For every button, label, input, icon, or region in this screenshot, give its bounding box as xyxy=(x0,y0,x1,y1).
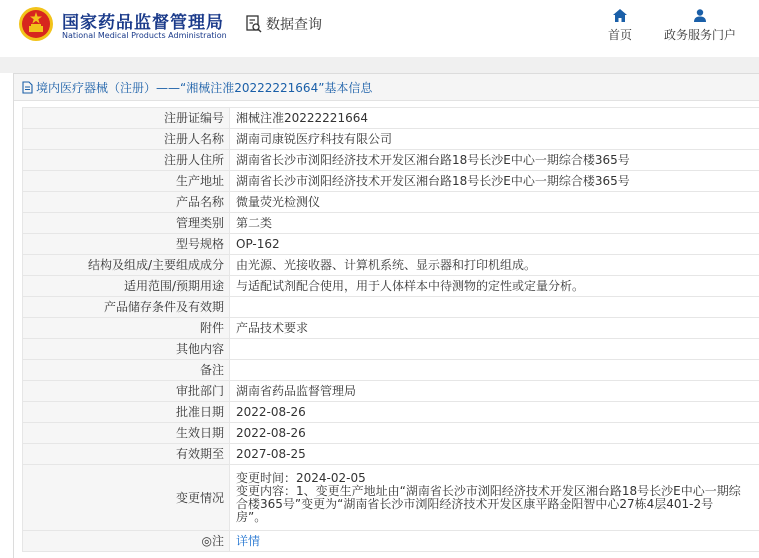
table-row xyxy=(23,423,759,444)
table-row xyxy=(23,129,759,150)
data-query-label: 数据查询 xyxy=(266,14,322,34)
field-value: 第二类 xyxy=(230,213,759,234)
details-link[interactable]: 详情 xyxy=(236,534,260,548)
field-value: 2027-08-25 xyxy=(230,444,759,465)
field-label: 结构及组成/主要组成成分 xyxy=(23,255,230,276)
field-label: 适用范围/预期用途 xyxy=(23,276,230,297)
table-row xyxy=(23,108,759,129)
field-value: 2022-08-26 xyxy=(230,402,759,423)
field-value: 微量荧光检测仪 xyxy=(230,192,759,213)
national-emblem-icon xyxy=(18,6,54,42)
field-label xyxy=(23,531,230,552)
field-label: 产品名称 xyxy=(23,192,230,213)
field-label: 其他内容 xyxy=(23,339,230,360)
change-history-row xyxy=(23,465,759,531)
nav-service-portal[interactable] xyxy=(664,9,736,43)
table-row xyxy=(23,381,759,402)
user-icon xyxy=(693,9,707,22)
note-label: 注 xyxy=(212,534,224,548)
field-label: 生产地址 xyxy=(23,171,230,192)
field-label: 产品储存条件及有效期 xyxy=(23,297,230,318)
field-value xyxy=(230,531,759,552)
table-row xyxy=(23,318,759,339)
detail-panel xyxy=(13,73,759,558)
data-query-nav[interactable] xyxy=(246,14,322,34)
change-content-line: 合楼365号”变更为“湖南省长沙市浏阳经济技术开发区康平路金阳智中心27栋4层401-2号 xyxy=(236,498,753,511)
nav-service-portal-label: 政务服务门户 xyxy=(664,28,736,42)
table-row xyxy=(23,360,759,381)
table-row xyxy=(23,339,759,360)
field-value xyxy=(230,360,759,381)
change-content-line: 房”。 xyxy=(236,511,753,524)
field-label: 附件 xyxy=(23,318,230,339)
header-divider-band xyxy=(0,57,759,73)
field-value: 2022-08-26 xyxy=(230,423,759,444)
table-row xyxy=(23,192,759,213)
table-row xyxy=(23,171,759,192)
search-document-icon xyxy=(246,15,262,33)
field-value xyxy=(230,339,759,360)
field-label: 备注 xyxy=(23,360,230,381)
field-label: 批准日期 xyxy=(23,402,230,423)
table-row xyxy=(23,234,759,255)
field-label: 变更情况 xyxy=(23,465,230,531)
field-label: 注册证编号 xyxy=(23,108,230,129)
change-content-line: 变更内容：1、变更生产地址由“湖南省长沙市浏阳经济技术开发区湘台路18号长沙E中心一期综 xyxy=(236,485,753,498)
breadcrumb-text: 境内医疗器械（注册）——“湘械注准20222221664”基本信息 xyxy=(36,79,372,96)
field-value: 湖南省长沙市浏阳经济技术开发区湘台路18号长沙E中心一期综合楼365号 xyxy=(230,171,759,192)
field-value xyxy=(230,297,759,318)
field-label: 审批部门 xyxy=(23,381,230,402)
field-value: OP-162 xyxy=(230,234,759,255)
document-icon xyxy=(22,81,33,94)
note-row xyxy=(23,531,759,552)
table-row xyxy=(23,444,759,465)
home-icon xyxy=(613,9,627,22)
table-row xyxy=(23,255,759,276)
asterisk-icon: ◎ xyxy=(202,534,212,548)
field-value: 湖南省长沙市浏阳经济技术开发区湘台路18号长沙E中心一期综合楼365号 xyxy=(230,150,759,171)
field-value: 产品技术要求 xyxy=(230,318,759,339)
table-row xyxy=(23,150,759,171)
site-title: 国家药品监督管理局 xyxy=(62,8,224,33)
table-row xyxy=(23,213,759,234)
field-label: 生效日期 xyxy=(23,423,230,444)
field-value: 与适配试剂配合使用，用于人体样本中待测物的定性或定量分析。 xyxy=(230,276,759,297)
change-history-value xyxy=(230,465,759,531)
field-label: 注册人住所 xyxy=(23,150,230,171)
breadcrumb xyxy=(14,74,759,101)
table-row xyxy=(23,297,759,318)
registration-info-table xyxy=(22,107,759,552)
nav-home[interactable] xyxy=(608,9,632,43)
field-label: 有效期至 xyxy=(23,444,230,465)
field-label: 型号规格 xyxy=(23,234,230,255)
field-value: 湖南省药品监督管理局 xyxy=(230,381,759,402)
site-subtitle: National Medical Products Administration xyxy=(62,31,227,40)
site-header xyxy=(0,0,759,57)
table-row xyxy=(23,276,759,297)
field-label: 管理类别 xyxy=(23,213,230,234)
table-row xyxy=(23,402,759,423)
field-value: 由光源、光接收器、计算机系统、显示器和打印机组成。 xyxy=(230,255,759,276)
nav-home-label: 首页 xyxy=(608,28,632,42)
field-value: 湖南司康锐医疗科技有限公司 xyxy=(230,129,759,150)
field-value: 湘械注准20222221664 xyxy=(230,108,759,129)
change-time: 变更时间：2024-02-05 xyxy=(236,472,753,485)
field-label: 注册人名称 xyxy=(23,129,230,150)
